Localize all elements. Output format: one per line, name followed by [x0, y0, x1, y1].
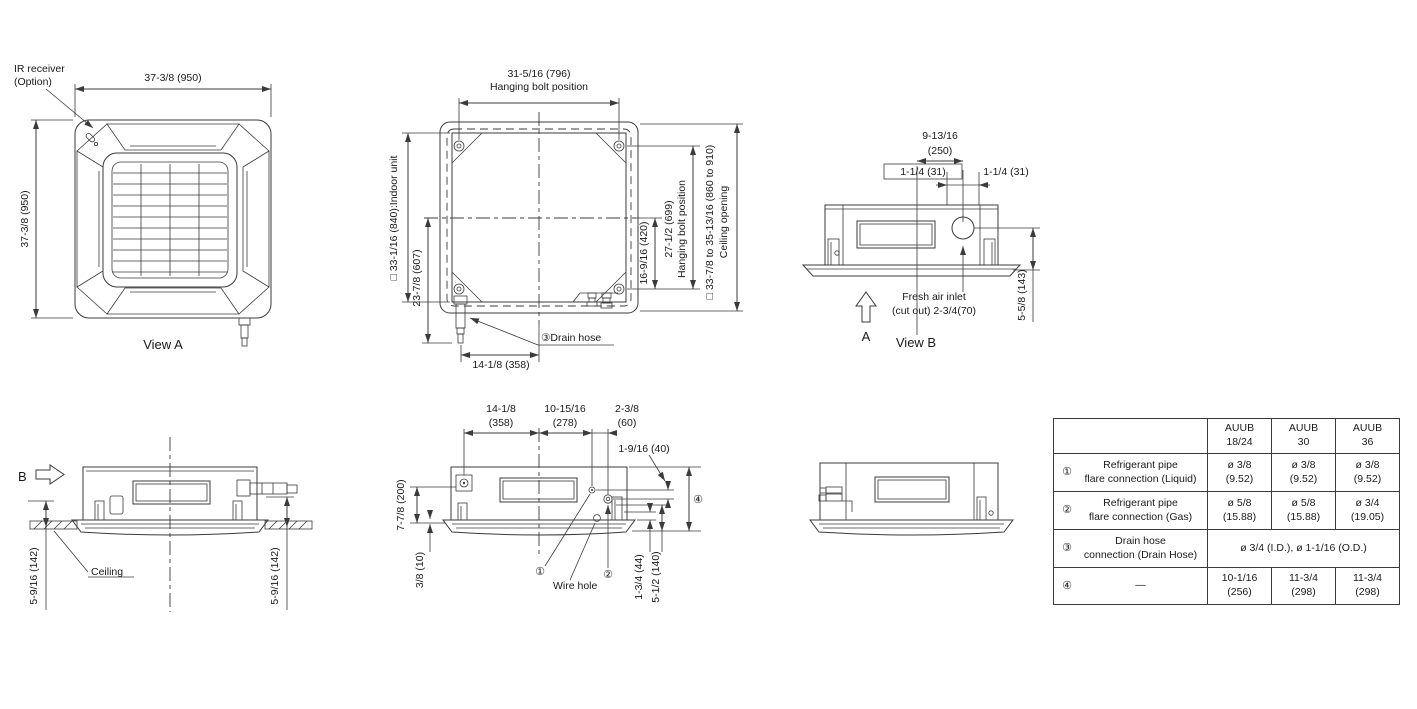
viewb-dim-250-mm: (250): [927, 145, 953, 157]
drain-stub: [239, 318, 250, 346]
wire-holes: [589, 487, 612, 521]
arrow-a-label: A: [861, 329, 871, 344]
viewb-dim-250-value: 9-13/16: [922, 130, 958, 142]
label-refrigerant-gas: ② Refrigerant pipe flare connection (Gas): [1054, 492, 1208, 530]
dim-height-label: 37-3/8 (950): [19, 190, 31, 248]
marker-1: ①: [535, 566, 545, 578]
row-refrigerant-gas: [1054, 492, 1400, 530]
ir-receiver-label-1: IR receiver: [14, 63, 65, 75]
row-drain-hose: [1054, 530, 1400, 568]
decoration-panel: [810, 520, 1013, 535]
direction-arrow-a: [856, 292, 876, 322]
intake-grille: [103, 153, 237, 287]
value-cell: ø 3/4 (19.05): [1336, 492, 1400, 530]
value-cell: 11-3/4 (298): [1272, 568, 1336, 605]
dim-278-mm: (278): [552, 417, 578, 429]
arrow-b-label: B: [18, 469, 27, 484]
dim-142-left: 5-9/16 (142): [28, 547, 40, 605]
dim-10-label: 3/8 (10): [414, 551, 426, 589]
fresh-air-label-1: Fresh air inlet: [902, 291, 966, 303]
vent-opening: [500, 478, 577, 502]
plan-dim-ceiling-caption: Ceiling opening: [718, 185, 730, 259]
dim-200-label: 7-7/8 (200): [395, 479, 407, 531]
unit-body: [820, 463, 998, 520]
viewb-dim-31-left: 1-1/4 (31): [900, 166, 946, 178]
dim-278-value: 10-15/16: [544, 403, 586, 415]
plan-dim-420: 16-9/16 (420): [638, 221, 650, 285]
spec-table-header-row: [1054, 419, 1400, 454]
plan-dim-top-value: 31-5/16 (796): [507, 68, 571, 80]
viewb-dim-143: 5-5/8 (143): [1016, 269, 1028, 321]
value-cell: ø 3/8 (9.52): [1336, 454, 1400, 492]
plan-dimensions: [402, 98, 743, 362]
spec-table: [1053, 418, 1400, 605]
vent-opening: [133, 481, 210, 504]
ceiling-label: Ceiling: [91, 566, 124, 578]
value-cell: ø 3/8 (9.52): [1272, 454, 1336, 492]
row-marker: ②: [1062, 504, 1072, 517]
header-auub-18-24: AUUB 18/24: [1208, 419, 1272, 454]
viewb-dim-31-right: 1-1/4 (31): [983, 166, 1029, 178]
row-dim-4: [1054, 568, 1400, 605]
drain-hose-label: ③Drain hose: [541, 332, 602, 344]
label-drain-hose: ③ Drain hose connection (Drain Hose): [1054, 530, 1208, 568]
value-cell: 11-3/4 (298): [1336, 568, 1400, 605]
view-b-figure: [803, 130, 1040, 350]
value-cell: ø 5/8 (15.88): [1272, 492, 1336, 530]
decoration-panel-side: [803, 265, 1020, 276]
dim-40-label: 1-9/16 (40): [618, 443, 670, 455]
plan-dim-ceiling-value: □ 33-7/8 to 35-13/16 (860 to 910): [704, 144, 716, 300]
wire-hole-label: Wire hole: [553, 580, 598, 592]
plan-dim-699-value: 27-1/2 (699): [663, 200, 675, 258]
value-cell: ø 5/8 (15.88): [1208, 492, 1272, 530]
control-box: [110, 496, 123, 514]
dim-358-mm: (358): [488, 417, 514, 429]
plan-dim-699-caption: Hanging bolt position: [676, 179, 688, 279]
side-view-middle-figure: [395, 403, 703, 603]
fresh-air-label-2: (cut out) 2-3/4(70): [891, 305, 977, 317]
ir-receiver-label-2: (Option): [14, 76, 52, 88]
marker-2: ②: [603, 569, 613, 581]
pipe-connections: [819, 487, 852, 512]
plan-dim-607: 23-7/8 (607): [411, 249, 423, 307]
dim-60-value: 2-3/8: [615, 403, 639, 415]
plan-dim-358: 14-1/8 (358): [472, 359, 530, 371]
dim-44-label: 1-3/4 (44): [633, 554, 645, 600]
dim-140-label: 5-1/2 (140): [650, 551, 662, 603]
mount-brackets: [458, 497, 622, 520]
hanging-bracket: [456, 475, 472, 491]
header-auub-36: AUUB 36: [1336, 419, 1400, 454]
plan-view-figure: [388, 68, 743, 371]
view-a-figure: [14, 63, 271, 352]
side-vent: [857, 221, 935, 248]
row-marker: ③: [1062, 542, 1072, 555]
pipe-connections: [237, 480, 297, 496]
side-view-left-figure: [18, 437, 312, 612]
dim-142-right: 5-9/16 (142): [269, 547, 281, 605]
vent-opening: [875, 477, 949, 502]
value-cell: 10-1/16 (256): [1208, 568, 1272, 605]
marker-4: ④: [693, 494, 703, 506]
row-refrigerant-liquid: [1054, 454, 1400, 492]
drain-hose-span-value: ø 3/4 (I.D.), ø 1-1/16 (O.D.): [1208, 530, 1400, 568]
header-auub-30: AUUB 30: [1272, 419, 1336, 454]
label-dim-4: ④ —: [1054, 568, 1208, 605]
plan-dim-indoor-unit: □ 33-1/16 (840):Indoor unit: [388, 155, 400, 281]
drain-hose-stub: [454, 296, 467, 343]
label-refrigerant-liquid: ① Refrigerant pipe flare connection (Liquid): [1054, 454, 1208, 492]
dim-358-value: 14-1/8: [486, 403, 516, 415]
value-cell: ø 3/8 (9.52): [1208, 454, 1272, 492]
plan-dim-top-caption: Hanging bolt position: [489, 81, 589, 93]
direction-arrow-b: [36, 465, 64, 484]
row-marker: ①: [1062, 466, 1072, 479]
view-a-caption: View A: [143, 337, 183, 352]
view-a-dimensions: [31, 84, 271, 318]
mount-brackets: [828, 239, 995, 265]
dim-width-label: 37-3/8 (950): [144, 72, 202, 84]
side-left-dimensions: [28, 497, 294, 610]
dim-60-mm: (60): [617, 417, 637, 429]
side-view-right-figure: [810, 463, 1013, 535]
mount-bracket: [977, 497, 993, 520]
centerlines: [424, 112, 636, 324]
header-empty-cell: [1054, 419, 1208, 454]
row-marker: ④: [1062, 579, 1072, 592]
view-b-caption: View B: [895, 335, 937, 350]
